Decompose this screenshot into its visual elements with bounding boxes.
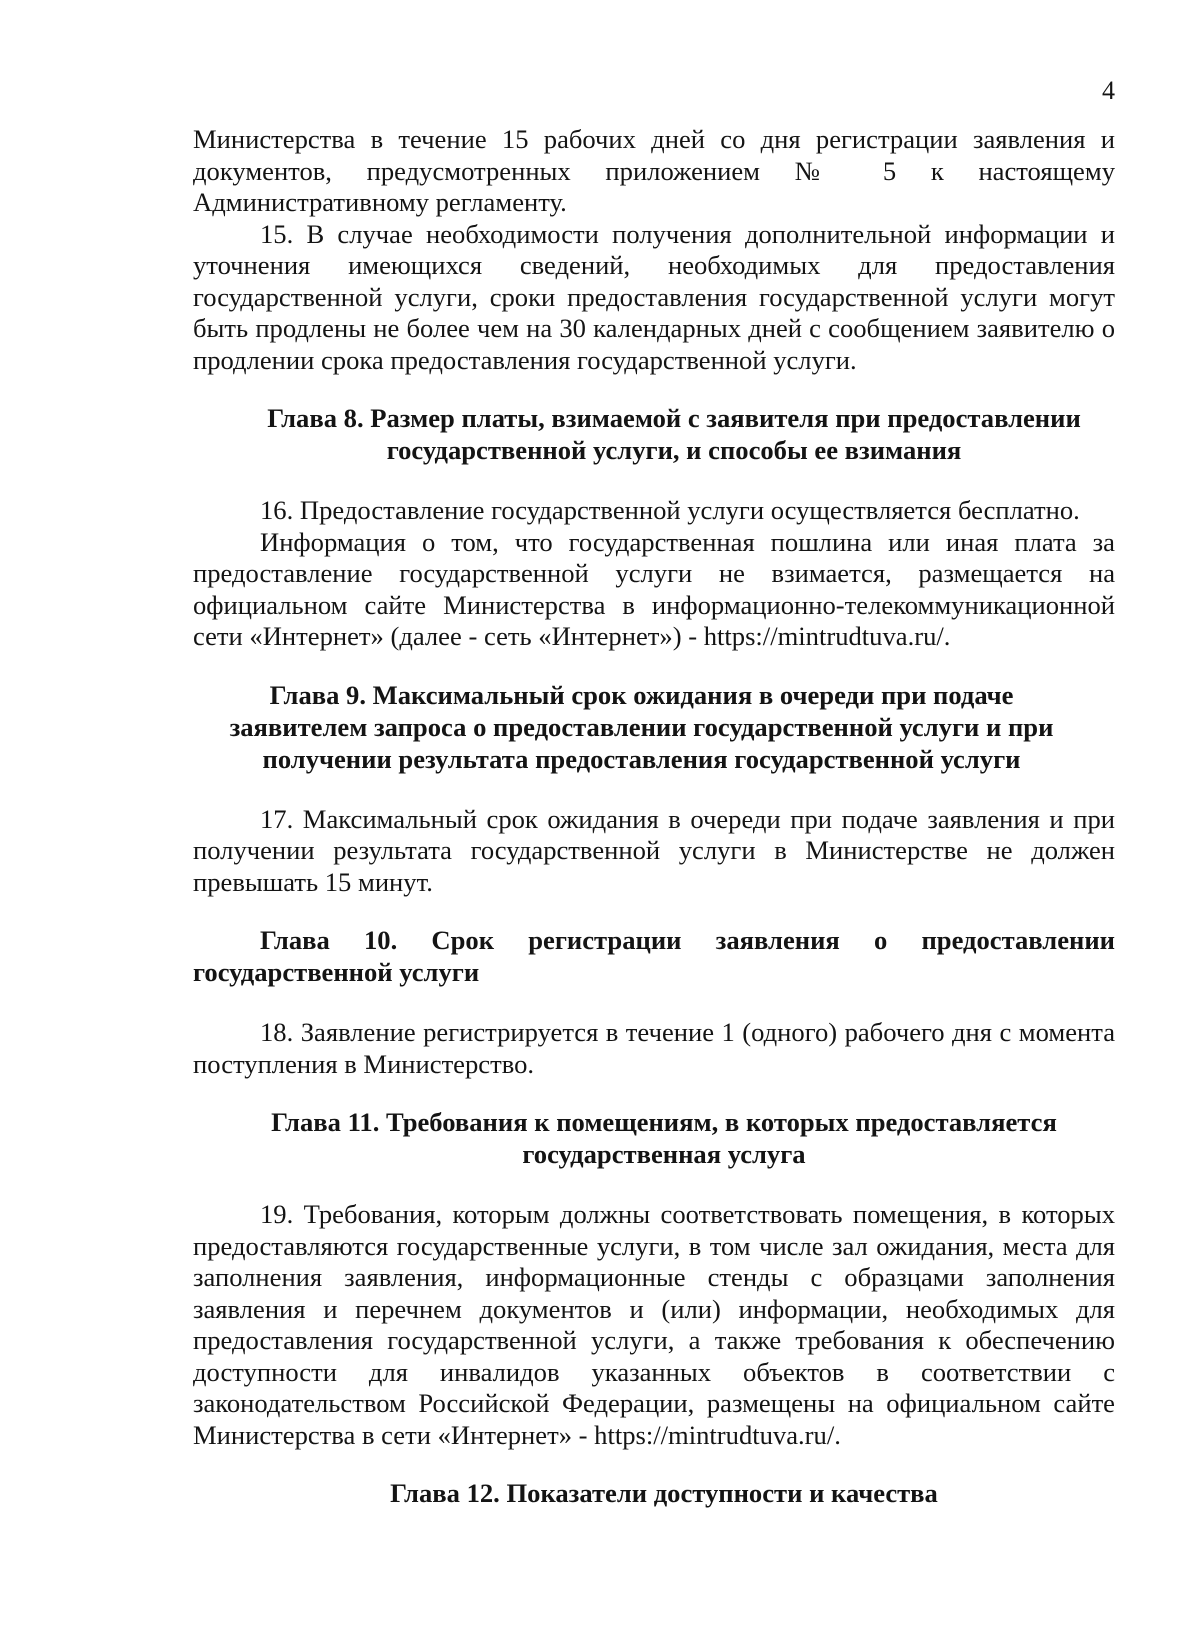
chapter-10-title: Глава 10. Срок регистрации заявления о предоставлении государственной услуги [193,925,1115,987]
paragraph-16: 16. Предоставление государственной услуги осуществляется бесплатно. [260,495,1080,525]
paragraph-16-info: Информация о том, что государственная пошлина или иная плата за предоставление государственной услуги не взимается, размещается на официальном сайте Министерства в информационно-телекоммуникационной сети «Интернет» (далее - сеть «Интернет») - https://mintrudtuva.ru/. [193,526,1115,651]
paragraph-17: 17. Максимальный срок ожидания в очереди при подаче заявления и при получении результата государственной услуги в Министерстве не должен превышать 15 минут. [193,803,1115,897]
chapter-8-title: Глава 8. Размер платы, взимаемой с заявителя при предоставлении государственной услуги, и способы ее взимания [267,403,1081,465]
page-number: 4 [1102,76,1115,105]
paragraph-15: 15. В случае необходимости получения дополнительной информации и уточнения имеющихся сведений, необходимых для предоставления государственной услуги, сроки предоставления государственной услуги могут быть продлены не более чем на 30 календарных дней с сообщением заявителю о продлении срока предоставления государственной услуги. [193,218,1115,375]
document-body [193,124,1115,1509]
chapter-12-title: Глава 12. Показатели доступности и качества [390,1478,938,1508]
paragraph-18: 18. Заявление регистрируется в течение 1 (одного) рабочего дня с момента поступления в Министерство. [193,1017,1115,1079]
chapter-9-title: Глава 9. Максимальный срок ожидания в очереди при подаче заявителем запроса о предоставлении государственной услуги и при получении результата предоставления государственной услуги [229,679,1054,774]
paragraph-19: 19. Требования, которым должны соответствовать помещения, в которых предоставляются государственные услуги, в том числе зал ожидания, места для заполнения заявления, информационные стенды с образцами заполнения заявления и перечнем документов и (или) информации, необходимых для предоставления государственной услуги, а также требования к обеспечению доступности для инвалидов указанных объектов в соответствии с законодательством Российской Федерации, размещены на официальном сайте Министерства в сети «Интернет» - https://mintrudtuva.ru/. [193,1199,1115,1450]
chapter-11-title: Глава 11. Требования к помещениям, в которых предоставляется государственная услуга [271,1107,1057,1169]
paragraph-14-continuation: Министерства в течение 15 рабочих дней со дня регистрации заявления и документов, предусмотренных приложением № 5 к настоящему Административному регламенту. [193,124,1115,217]
